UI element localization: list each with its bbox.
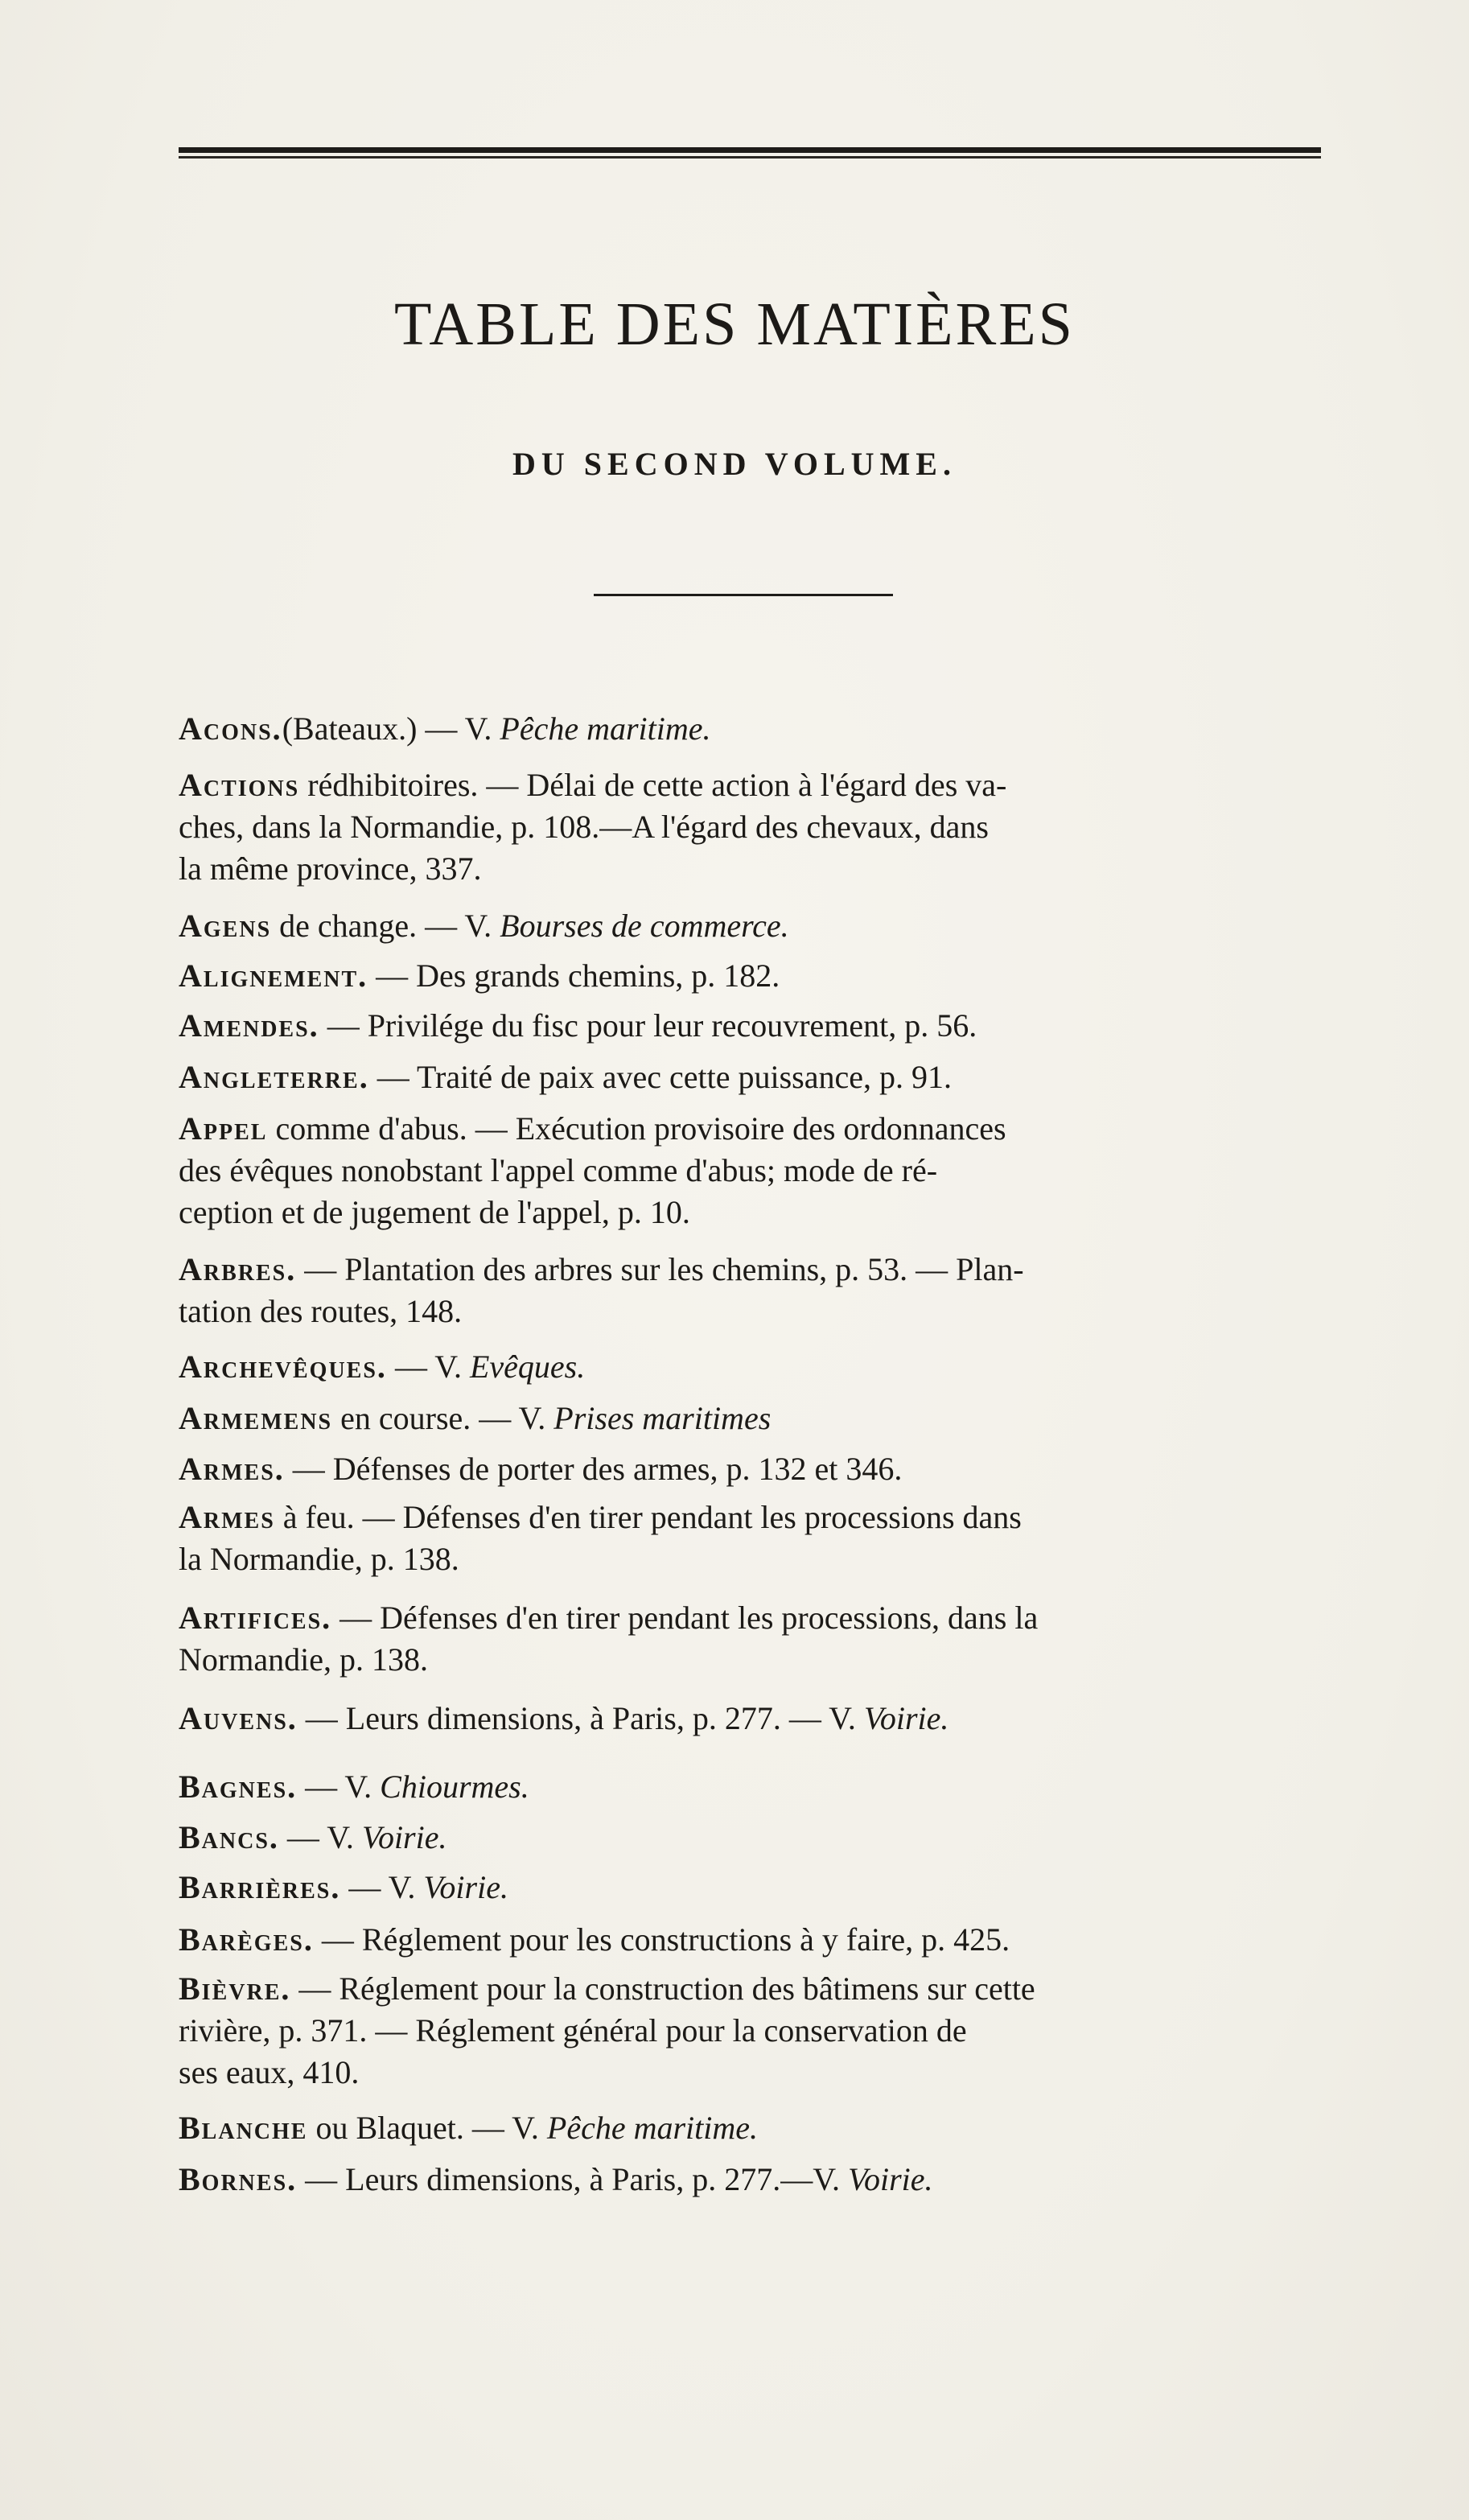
entry-heading: Armes. — [179, 1451, 285, 1487]
entry-text: en course. — V. — [332, 1400, 554, 1436]
entry-heading: Angleterre. — [179, 1059, 369, 1095]
index-entry — [179, 1919, 1329, 1961]
entry-text: rivière, p. 371. — Réglement général pour la conservation de — [179, 2012, 967, 2049]
entry-line — [179, 1192, 1329, 1233]
entry-heading: Appel — [179, 1110, 268, 1147]
entry-text: ches, dans la Normandie, p. 108.—A l'égard des chevaux, dans — [179, 809, 989, 845]
entry-line — [179, 2052, 1329, 2094]
entry-heading: Armes — [179, 1499, 275, 1535]
entry-line — [179, 764, 1329, 806]
entry-line — [179, 2159, 1329, 2201]
index-entry — [179, 955, 1329, 997]
entry-text: à feu. — Défenses d'en tirer pendant les processions dans — [274, 1499, 1022, 1535]
entry-line — [179, 1538, 1329, 1580]
entry-cross-reference: Bourses de commerce. — [500, 908, 789, 944]
entry-text: — Traité de paix avec cette puissance, p. 91. — [368, 1059, 952, 1095]
entry-line — [179, 1108, 1329, 1150]
entry-cross-reference: Prises maritimes — [553, 1400, 772, 1436]
entry-heading: Blanche — [179, 2110, 308, 2146]
entry-text: — V. — [340, 1869, 424, 1905]
entry-line — [179, 2010, 1329, 2052]
entry-line — [179, 955, 1329, 997]
entry-text: comme d'abus. — Exécution provisoire des ordonnances — [267, 1110, 1006, 1147]
entry-text: — Réglement pour la construction des bâtimens sur cette — [290, 1970, 1035, 2007]
index-entry — [179, 1249, 1329, 1332]
page-title: TABLE DES MATIÈRES — [394, 290, 1075, 358]
entry-text: — Défenses d'en tirer pendant les processions, dans la — [331, 1600, 1039, 1636]
entry-heading: Bièvre. — [179, 1970, 291, 2007]
entry-text: — Des grands chemins, p. 182. — [368, 957, 780, 994]
entry-line — [179, 806, 1329, 848]
index-entry — [179, 1108, 1329, 1233]
entry-heading: Bancs. — [179, 1819, 279, 1855]
entry-heading: Actions — [179, 767, 300, 803]
page-subtitle: DU SECOND VOLUME. — [512, 446, 957, 482]
entry-line — [179, 2107, 1329, 2149]
entry-cross-reference: Voirie. — [847, 2161, 933, 2197]
entry-heading: Bornes. — [179, 2161, 298, 2197]
entry-text: — V. — [386, 1349, 470, 1385]
entry-line — [179, 1291, 1329, 1332]
index-entry — [179, 1698, 1329, 1740]
entry-cross-reference: Voirie. — [423, 1869, 508, 1905]
entry-line — [179, 1919, 1329, 1961]
index-entry — [179, 764, 1329, 890]
entry-cross-reference: Pêche maritime. — [546, 2110, 759, 2146]
index-entry — [179, 1497, 1329, 1580]
entry-heading: Armemens — [179, 1400, 333, 1436]
entry-heading: Amendes. — [179, 1007, 319, 1044]
entry-line — [179, 1766, 1329, 1808]
index-entry — [179, 1817, 1329, 1859]
entry-text: (Bateaux.) — V. — [282, 710, 500, 747]
rule-thick — [179, 147, 1321, 153]
entry-cross-reference: Voirie. — [361, 1819, 447, 1855]
entry-text: — V. — [278, 1819, 362, 1855]
entry-text: — V. — [297, 1769, 381, 1805]
entry-text: — Plantation des arbres sur les chemins, p. 53. — Plan- — [296, 1251, 1024, 1287]
entry-line — [179, 1005, 1329, 1047]
entry-line — [179, 905, 1329, 947]
index-entry — [179, 1398, 1329, 1439]
entry-text: ception et de jugement de l'appel, p. 10. — [179, 1194, 690, 1230]
entry-text: ses eaux, 410. — [179, 2054, 360, 2090]
entry-line — [179, 1497, 1329, 1538]
index-entry — [179, 905, 1329, 947]
index-entry — [179, 1056, 1329, 1098]
entry-text: la Normandie, p. 138. — [179, 1541, 459, 1577]
separator-rule — [594, 594, 893, 596]
top-double-rule — [179, 147, 1321, 160]
index-entry — [179, 1346, 1329, 1388]
entry-heading: Auvens. — [179, 1700, 298, 1736]
index-entry — [179, 1766, 1329, 1808]
entry-text: — Privilége du fisc pour leur recouvrement, p. 56. — [319, 1007, 977, 1044]
entry-line — [179, 848, 1329, 890]
entry-text: des évêques nonobstant l'appel comme d'abus; mode de ré- — [179, 1152, 938, 1188]
entry-line — [179, 1817, 1329, 1859]
entry-heading: Artifices. — [179, 1600, 332, 1636]
entry-text: de change. — V. — [271, 908, 500, 944]
index-entry — [179, 1597, 1329, 1681]
entry-heading: Bagnes. — [179, 1769, 298, 1805]
entry-line — [179, 1968, 1329, 2010]
index-entry — [179, 2107, 1329, 2149]
entry-heading: Arbres. — [179, 1251, 297, 1287]
entry-line — [179, 1698, 1329, 1740]
entry-text: rédhibitoires. — Délai de cette action à l'égard des va- — [299, 767, 1007, 803]
index-entry — [179, 2159, 1329, 2201]
entry-line — [179, 1150, 1329, 1192]
entry-text: — Réglement pour les constructions à y faire, p. 425. — [313, 1921, 1010, 1958]
index-entry — [179, 1448, 1329, 1490]
entry-line — [179, 1867, 1329, 1909]
entry-heading: Archevêques. — [179, 1349, 387, 1385]
index-entry — [179, 1968, 1329, 2094]
entry-text: tation des routes, 148. — [179, 1293, 463, 1329]
entry-heading: Acons. — [179, 710, 282, 747]
entry-line — [179, 1597, 1329, 1639]
index-entry — [179, 1005, 1329, 1047]
entry-line — [179, 1249, 1329, 1291]
entry-line — [179, 708, 1329, 750]
entry-line — [179, 1639, 1329, 1681]
entry-text: — Défenses de porter des armes, p. 132 et 346. — [284, 1451, 903, 1487]
entry-cross-reference: Chiourmes. — [380, 1769, 529, 1805]
entry-cross-reference: Voirie. — [863, 1700, 949, 1736]
entry-line — [179, 1056, 1329, 1098]
rule-thin — [179, 156, 1321, 159]
entry-text: — Leurs dimensions, à Paris, p. 277.—V. — [297, 2161, 848, 2197]
entry-heading: Barèges. — [179, 1921, 314, 1958]
entry-heading: Agens — [179, 908, 272, 944]
entry-line — [179, 1346, 1329, 1388]
entry-line — [179, 1448, 1329, 1490]
index-entry — [179, 1867, 1329, 1909]
entry-cross-reference: Pêche maritime. — [500, 710, 711, 747]
entry-heading: Alignement. — [179, 957, 368, 994]
index-entry — [179, 708, 1329, 750]
entry-text: Normandie, p. 138. — [179, 1641, 428, 1678]
entry-line — [179, 1398, 1329, 1439]
entry-heading: Barrières. — [179, 1869, 341, 1905]
entry-text: ou Blaquet. — V. — [307, 2110, 547, 2146]
entry-text: la même province, 337. — [179, 850, 482, 887]
entry-text: — Leurs dimensions, à Paris, p. 277. — V. — [297, 1700, 864, 1736]
entry-cross-reference: Evêques. — [469, 1349, 586, 1385]
